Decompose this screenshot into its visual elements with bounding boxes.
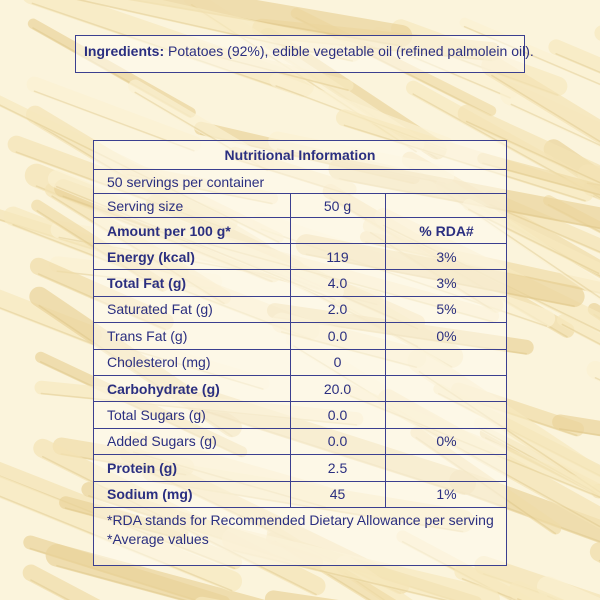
nutrient-label: Protein (g) [107, 459, 177, 476]
servings-text: 50 servings per container [107, 173, 265, 190]
footnote-row [94, 507, 506, 565]
nutrient-label: Saturated Fat (g) [107, 301, 213, 318]
nutrient-value: 0.0 [327, 407, 348, 424]
nutrient-label: Sodium (mg) [107, 486, 193, 503]
nutrient-rda: 3% [436, 275, 457, 292]
ingredients-text: Potatoes (92%), edible vegetable oil (refined palmolein oil). [164, 43, 534, 59]
nutrient-row [94, 454, 506, 480]
ingredients-label: Ingredients: [84, 43, 165, 59]
nutrient-rda [385, 402, 508, 427]
column-divider-1 [290, 193, 291, 507]
footnote-average: *Average values [107, 531, 209, 547]
nutrient-rda [385, 455, 508, 480]
nutrient-value: 0 [333, 354, 342, 371]
nutrient-rda: 0% [436, 433, 457, 450]
footnote-rda: *RDA stands for Recommended Dietary Allowance per serving [107, 512, 494, 528]
serving-size-value: 50 g [323, 197, 352, 214]
nutrient-label: Energy (kcal) [107, 248, 195, 265]
nutrient-value: 2.0 [327, 301, 348, 318]
nutrient-rda: 1% [436, 486, 457, 503]
nutrient-row [94, 269, 506, 295]
nutrient-label: Total Fat (g) [107, 275, 187, 292]
nutrient-row [94, 375, 506, 401]
nutrient-value: 119 [326, 248, 349, 265]
ingredients-box [75, 35, 534, 73]
nutrient-label: Trans Fat (g) [107, 327, 188, 344]
nutrient-row [94, 349, 506, 375]
nutrient-rda [385, 376, 508, 401]
nutrient-value: 0.0 [327, 433, 348, 450]
nutrition-title: Nutritional Information [224, 147, 376, 163]
serving-size-row [94, 193, 506, 217]
column-divider-2 [385, 193, 386, 507]
nutrient-row [94, 481, 506, 507]
nutrient-rda: 0% [436, 327, 457, 344]
nutrient-rda [385, 350, 508, 375]
servings-row [94, 169, 506, 193]
nutrient-label: Cholesterol (mg) [107, 354, 211, 371]
nutrient-row [94, 428, 506, 454]
nutrient-row [94, 243, 506, 269]
amount-header-row [94, 217, 506, 243]
nutrient-value: 4.0 [327, 275, 348, 292]
nutrient-label: Total Sugars (g) [107, 407, 206, 424]
nutrient-row [94, 401, 506, 427]
amount-label: Amount per 100 g* [107, 222, 231, 239]
nutrient-rda: 3% [436, 248, 457, 265]
nutrient-value: 0.0 [327, 327, 348, 344]
nutrient-value: 45 [329, 486, 346, 503]
nutrient-label: Carbohydrate (g) [107, 380, 220, 397]
rda-header: % RDA# [419, 222, 474, 239]
nutrient-row [94, 296, 506, 322]
nutrient-label: Added Sugars (g) [107, 433, 217, 450]
nutrient-value: 2.5 [327, 459, 348, 476]
nutrient-value: 20.0 [323, 380, 352, 397]
nutrition-table [93, 140, 507, 566]
serving-size-label: Serving size [107, 197, 184, 214]
nutrient-rda: 5% [436, 301, 457, 318]
nutrient-row [94, 322, 506, 348]
